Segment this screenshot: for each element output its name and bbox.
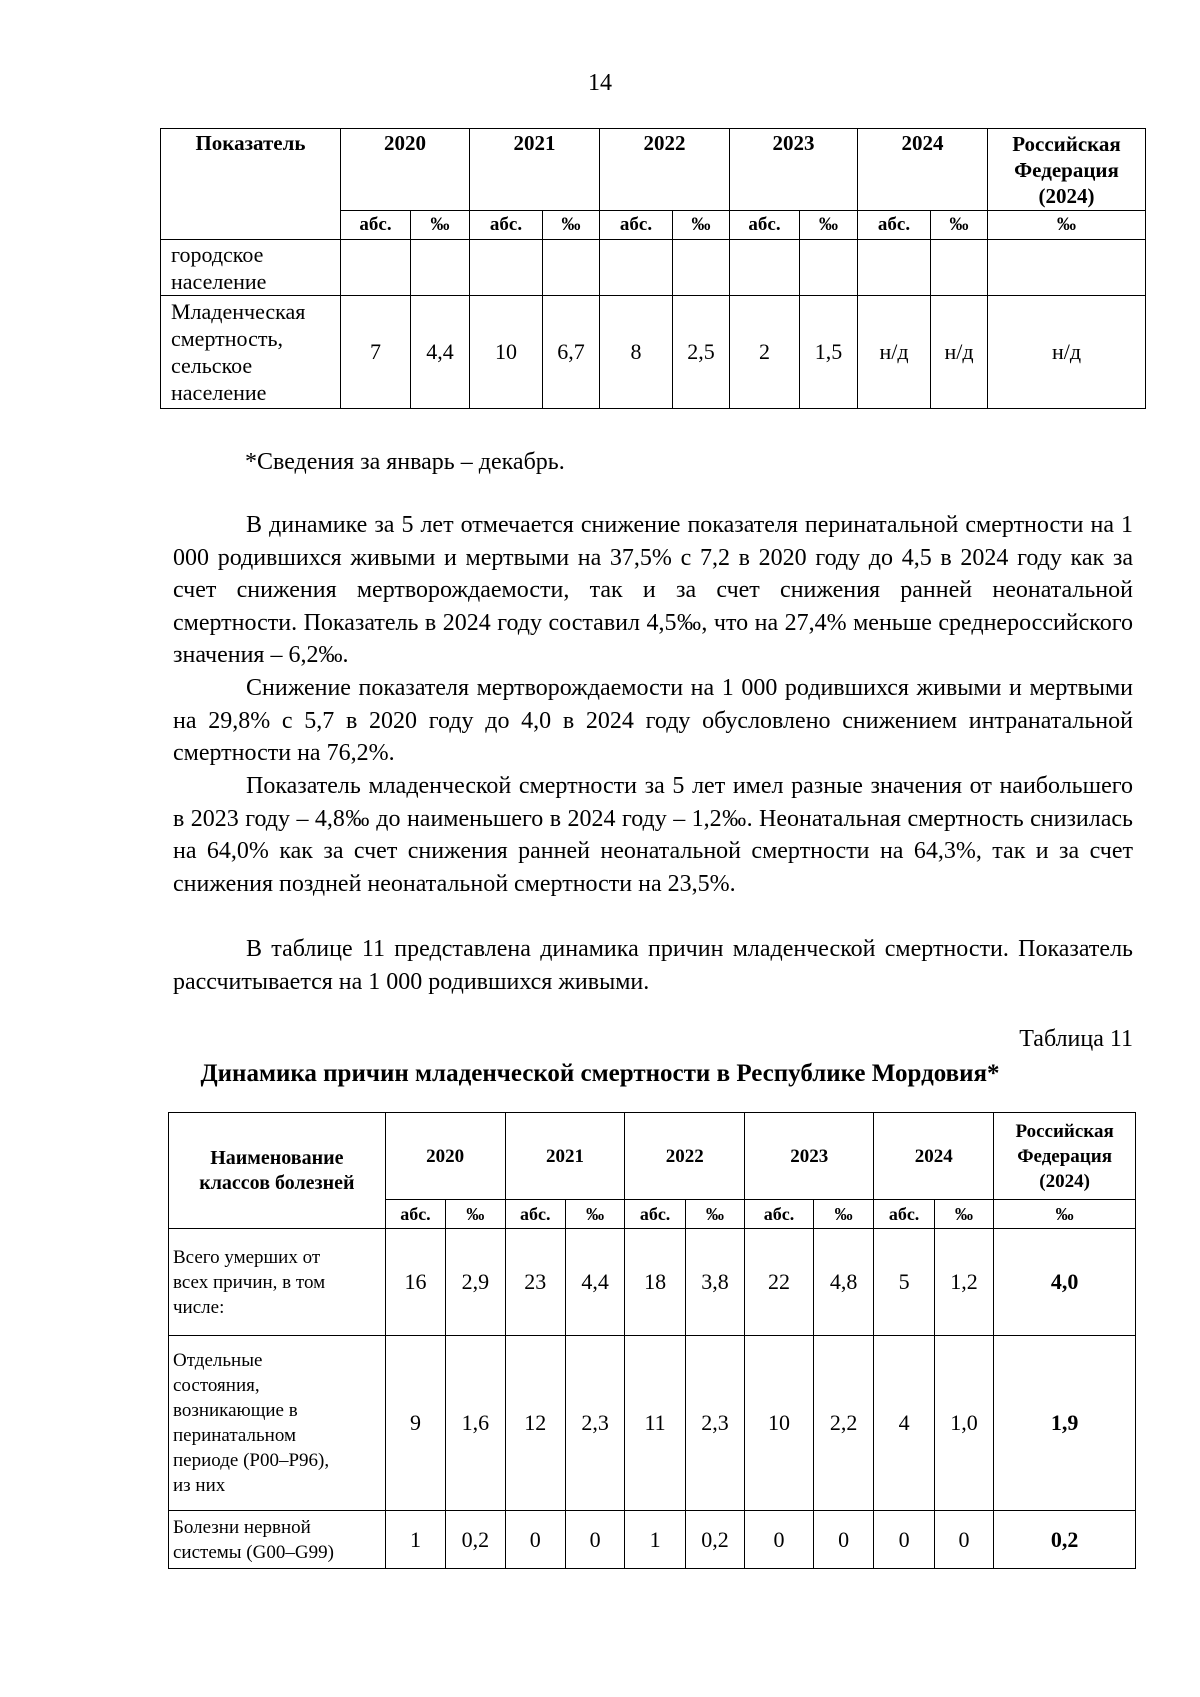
row-label bbox=[169, 1511, 386, 1569]
cell-rf: 1,9 bbox=[994, 1336, 1136, 1511]
cell: н/д bbox=[931, 296, 988, 409]
row-label-line: сельское bbox=[171, 353, 253, 378]
cell: 2 bbox=[730, 296, 800, 409]
header-year: 2022 bbox=[600, 129, 730, 211]
row-label-line: смертность, bbox=[171, 326, 284, 351]
row-label-line: Младенческая bbox=[171, 299, 306, 324]
header-abs: абс. bbox=[858, 211, 931, 240]
cell: 23 bbox=[505, 1229, 565, 1336]
header-year: 2022 bbox=[625, 1113, 745, 1200]
cell: 18 bbox=[625, 1229, 685, 1336]
cell: 0 bbox=[565, 1511, 624, 1569]
header-abs: абс. bbox=[745, 1200, 814, 1229]
row-label-line: состояния, bbox=[173, 1375, 260, 1396]
cell: 0 bbox=[813, 1511, 873, 1569]
cell: 3,8 bbox=[685, 1229, 744, 1336]
table-row bbox=[169, 1229, 1136, 1336]
header-permille: ‰ bbox=[934, 1200, 993, 1229]
cell: 10 bbox=[745, 1336, 814, 1511]
cell bbox=[988, 240, 1146, 296]
table-row bbox=[169, 1511, 1136, 1569]
cell: 1,0 bbox=[934, 1336, 993, 1511]
paragraph: В таблице 11 представлена динамика причин младенческой смертности. Показатель рассчитывается на 1 000 родившихся живыми. bbox=[173, 936, 1133, 995]
header-rf-line: (2024) bbox=[1039, 1170, 1090, 1192]
cell: 6,7 bbox=[543, 296, 600, 409]
cell: 16 bbox=[385, 1229, 445, 1336]
header-abs: абс. bbox=[600, 211, 673, 240]
table-row bbox=[169, 1336, 1136, 1511]
row-label bbox=[161, 240, 341, 296]
cell: 4 bbox=[874, 1336, 934, 1511]
table-number: Таблица 11 bbox=[1019, 1026, 1133, 1052]
header-year: 2021 bbox=[470, 129, 600, 211]
cell: н/д bbox=[858, 296, 931, 409]
cell: 0,2 bbox=[685, 1511, 744, 1569]
footnote: *Сведения за январь – декабрь. bbox=[245, 449, 565, 475]
paragraph: Снижение показателя мертворождаемости на 1 000 родившихся живыми и мертвыми на 29,8% с 5,7 в 2020 году до 4,0 в 2024 году обусловлено снижением интранатальной смертности на 76,2%. bbox=[173, 675, 1133, 766]
header-classes-line: Наименование bbox=[210, 1146, 344, 1169]
row-label-line: Отдельные bbox=[173, 1350, 263, 1371]
table-infant-mortality-causes bbox=[168, 1112, 1136, 1569]
row-label-line: системы (G00–G99) bbox=[173, 1541, 334, 1563]
cell: 0 bbox=[874, 1511, 934, 1569]
header-rf-line: Федерация bbox=[1014, 158, 1119, 182]
row-label bbox=[161, 296, 341, 409]
row-label bbox=[169, 1229, 386, 1336]
header-year: 2023 bbox=[730, 129, 858, 211]
header-permille: ‰ bbox=[994, 1200, 1136, 1229]
row-label-line: население bbox=[171, 380, 267, 405]
header-abs: абс. bbox=[385, 1200, 445, 1229]
header-year: 2020 bbox=[385, 1113, 505, 1200]
cell: 10 bbox=[470, 296, 543, 409]
header-rf-line: Федерация bbox=[1017, 1145, 1112, 1167]
header-year: 2023 bbox=[745, 1113, 874, 1200]
cell bbox=[600, 240, 673, 296]
cell: 4,8 bbox=[813, 1229, 873, 1336]
header-indicator: Показатель bbox=[161, 129, 341, 240]
paragraph: В динамике за 5 лет отмечается снижение показателя перинатальной смертности на 1 000 родившихся живыми и мертвыми на 37,5% с 7,2 в 2020 году до 4,5 в 2024 году как за счет снижения мертворождаемости, так и за счет снижения ранней неонатальной смертности. Показатель в 2024 году составил 4,5‰, что на 27,4% меньше среднероссийского значения – 6,2‰. bbox=[173, 512, 1133, 668]
page-number: 14 bbox=[588, 70, 612, 96]
cell: н/д bbox=[988, 296, 1146, 409]
cell bbox=[800, 240, 858, 296]
cell: 0 bbox=[505, 1511, 565, 1569]
table-row bbox=[161, 240, 1146, 296]
row-label-line: периоде (P00–P96), bbox=[173, 1450, 330, 1471]
cell: 1,6 bbox=[446, 1336, 505, 1511]
header-abs: абс. bbox=[505, 1200, 565, 1229]
row-label bbox=[169, 1336, 386, 1511]
cell: 2,3 bbox=[685, 1336, 744, 1511]
header-permille: ‰ bbox=[446, 1200, 505, 1229]
row-label-line: всех причин, в том bbox=[173, 1271, 326, 1293]
cell bbox=[341, 240, 411, 296]
header-permille: ‰ bbox=[813, 1200, 873, 1229]
row-label-line: числе: bbox=[173, 1296, 225, 1318]
header-abs: абс. bbox=[341, 211, 411, 240]
cell bbox=[470, 240, 543, 296]
cell: 0,2 bbox=[446, 1511, 505, 1569]
cell: 7 bbox=[341, 296, 411, 409]
header-permille: ‰ bbox=[565, 1200, 624, 1229]
cell: 2,9 bbox=[446, 1229, 505, 1336]
header-year: 2024 bbox=[858, 129, 988, 211]
table-title: Динамика причин младенческой смертности в Республике Мордовия* bbox=[200, 1060, 1000, 1087]
cell bbox=[730, 240, 800, 296]
cell-rf: 0,2 bbox=[994, 1511, 1136, 1569]
header-abs: абс. bbox=[730, 211, 800, 240]
header-permille: ‰ bbox=[411, 211, 470, 240]
cell: 4,4 bbox=[565, 1229, 624, 1336]
header-permille: ‰ bbox=[685, 1200, 744, 1229]
header-permille: ‰ bbox=[800, 211, 858, 240]
cell bbox=[673, 240, 730, 296]
header-permille: ‰ bbox=[988, 211, 1146, 240]
table-perinatal-continuation bbox=[160, 128, 1146, 409]
cell bbox=[858, 240, 931, 296]
header-abs: абс. bbox=[625, 1200, 685, 1229]
cell: 4,4 bbox=[411, 296, 470, 409]
cell: 8 bbox=[600, 296, 673, 409]
cell: 0 bbox=[934, 1511, 993, 1569]
cell bbox=[543, 240, 600, 296]
header-year: 2021 bbox=[505, 1113, 625, 1200]
row-label-line: Болезни нервной bbox=[173, 1516, 311, 1538]
header-abs: абс. bbox=[874, 1200, 934, 1229]
cell: 2,5 bbox=[673, 296, 730, 409]
header-permille: ‰ bbox=[673, 211, 730, 240]
header-rf-line: Российская bbox=[1015, 1120, 1114, 1142]
cell: 12 bbox=[505, 1336, 565, 1511]
header-classes bbox=[169, 1113, 386, 1229]
row-label-line: население bbox=[171, 268, 267, 294]
cell: 11 bbox=[625, 1336, 685, 1511]
cell-rf: 4,0 bbox=[994, 1229, 1136, 1336]
header-rf-line: Российская bbox=[1012, 132, 1121, 156]
header-abs: абс. bbox=[470, 211, 543, 240]
cell bbox=[931, 240, 988, 296]
header-rf-line: (2024) bbox=[1038, 184, 1095, 208]
cell: 22 bbox=[745, 1229, 814, 1336]
cell: 2,2 bbox=[813, 1336, 873, 1511]
row-label-line: перинатальном bbox=[173, 1425, 296, 1446]
row-label-line: возникающие в bbox=[173, 1400, 298, 1421]
row-label-line: городское bbox=[171, 241, 264, 267]
header-permille: ‰ bbox=[543, 211, 600, 240]
row-label-line: Всего умерших от bbox=[173, 1246, 321, 1268]
header-rf bbox=[994, 1113, 1136, 1200]
cell: 9 bbox=[385, 1336, 445, 1511]
cell: 1 bbox=[625, 1511, 685, 1569]
cell: 5 bbox=[874, 1229, 934, 1336]
paragraph: Показатель младенческой смертности за 5 лет имел разные значения от наибольшего в 2023 году – 4,8‰ до наименьшего в 2024 году – 1,2‰. Неонатальная смертность снизилась на 64,0% как за счет снижения ранней неонатальной смертности на 64,3%, так и за счет снижения поздней неонатальной смертности на 23,5%. bbox=[173, 773, 1133, 897]
cell: 1,2 bbox=[934, 1229, 993, 1336]
header-rf bbox=[988, 129, 1146, 211]
header-year: 2020 bbox=[341, 129, 470, 211]
header-classes-line: классов болезней bbox=[199, 1171, 355, 1194]
cell: 2,3 bbox=[565, 1336, 624, 1511]
table-row bbox=[161, 296, 1146, 409]
header-permille: ‰ bbox=[931, 211, 988, 240]
cell: 1,5 bbox=[800, 296, 858, 409]
row-label-line: из них bbox=[173, 1475, 226, 1496]
header-year: 2024 bbox=[874, 1113, 994, 1200]
cell bbox=[411, 240, 470, 296]
cell: 1 bbox=[385, 1511, 445, 1569]
cell: 0 bbox=[745, 1511, 814, 1569]
